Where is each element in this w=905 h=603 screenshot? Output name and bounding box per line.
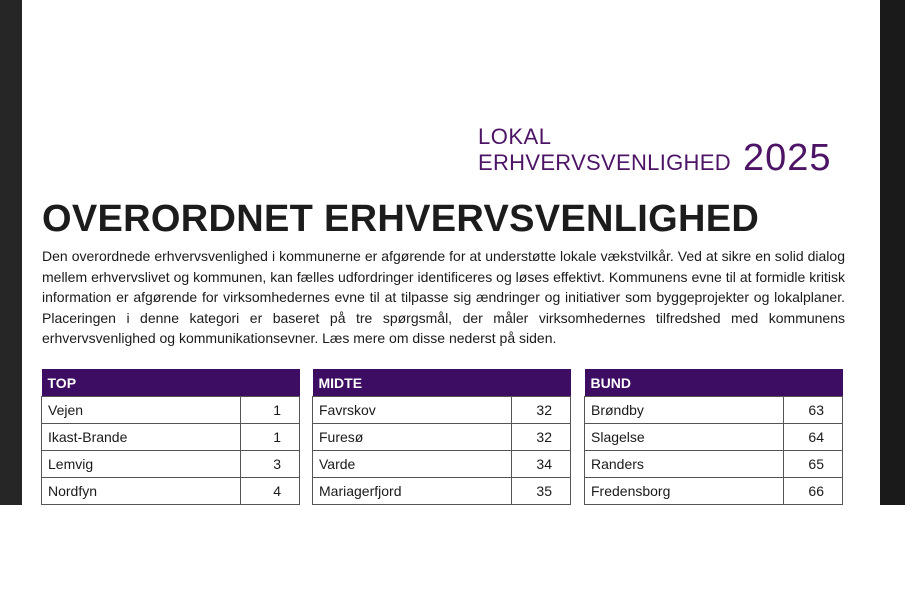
table-row bbox=[585, 451, 843, 478]
ranking-table-bund bbox=[584, 369, 843, 505]
municipality-name: Vejen bbox=[42, 397, 241, 424]
municipality-rank: 1 bbox=[241, 424, 300, 451]
table-row bbox=[313, 451, 571, 478]
municipality-name: Randers bbox=[585, 451, 784, 478]
brand-line2: ERHVERVSVENLIGHED bbox=[478, 150, 731, 175]
table-header-bund: BUND bbox=[585, 369, 843, 397]
page-title: OVERORDNET ERHVERVSVENLIGHED bbox=[42, 198, 760, 240]
municipality-rank: 32 bbox=[512, 424, 571, 451]
brand-line1: LOKAL bbox=[478, 124, 552, 149]
table-row bbox=[42, 478, 300, 505]
municipality-rank: 64 bbox=[784, 424, 843, 451]
table-row bbox=[585, 424, 843, 451]
table-row bbox=[313, 424, 571, 451]
table-row bbox=[313, 478, 571, 505]
table-row bbox=[313, 397, 571, 424]
ranking-table-midte bbox=[312, 369, 571, 505]
municipality-rank: 4 bbox=[241, 478, 300, 505]
municipality-name: Ikast-Brande bbox=[42, 424, 241, 451]
table-row bbox=[42, 451, 300, 478]
brand-year: 2025 bbox=[743, 137, 832, 179]
table-row bbox=[585, 397, 843, 424]
municipality-name: Fredensborg bbox=[585, 478, 784, 505]
municipality-name: Nordfyn bbox=[42, 478, 241, 505]
municipality-name: Lemvig bbox=[42, 451, 241, 478]
viewer-page-gap-right bbox=[880, 505, 905, 603]
intro-paragraph: Den overordnede erhvervsvenlighed i kommunerne er afgørende for at understøtte lokale vækstvilkår. Ved at sikre en solid dialog mellem erhvervslivet og kommunen, kan fælles udfordringer identificeres og løses effektivt. Kommunens evne til at formidle kritisk information er afgørende for virksomhedernes evne til at tilpasse sig ændringer og initiativer som byggeprojekter og lokalplaner. Placeringen i denne kategori er baseret på tre spørgsmål, der måler virksomhedernes tilfredshed med kommunens erhvervsvenlighed og kommunikationsevner. Læs mere om disse nederst på siden. bbox=[42, 248, 845, 347]
brand-logo bbox=[478, 124, 832, 179]
table-header-top: TOP bbox=[42, 369, 300, 397]
municipality-rank: 34 bbox=[512, 451, 571, 478]
municipality-rank: 65 bbox=[784, 451, 843, 478]
municipality-rank: 35 bbox=[512, 478, 571, 505]
table-header-midte: MIDTE bbox=[313, 369, 571, 397]
municipality-name: Favrskov bbox=[313, 397, 512, 424]
table-row bbox=[42, 397, 300, 424]
municipality-name: Brøndby bbox=[585, 397, 784, 424]
viewer-page-gap-left bbox=[0, 505, 22, 603]
municipality-name: Varde bbox=[313, 451, 512, 478]
municipality-rank: 32 bbox=[512, 397, 571, 424]
municipality-name: Slagelse bbox=[585, 424, 784, 451]
municipality-rank: 1 bbox=[241, 397, 300, 424]
table-row bbox=[42, 424, 300, 451]
municipality-rank: 3 bbox=[241, 451, 300, 478]
municipality-name: Mariagerfjord bbox=[313, 478, 512, 505]
viewer-background-strip bbox=[880, 0, 905, 505]
table-row bbox=[585, 478, 843, 505]
municipality-rank: 66 bbox=[784, 478, 843, 505]
municipality-name: Furesø bbox=[313, 424, 512, 451]
municipality-rank: 63 bbox=[784, 397, 843, 424]
ranking-table-top bbox=[41, 369, 300, 505]
